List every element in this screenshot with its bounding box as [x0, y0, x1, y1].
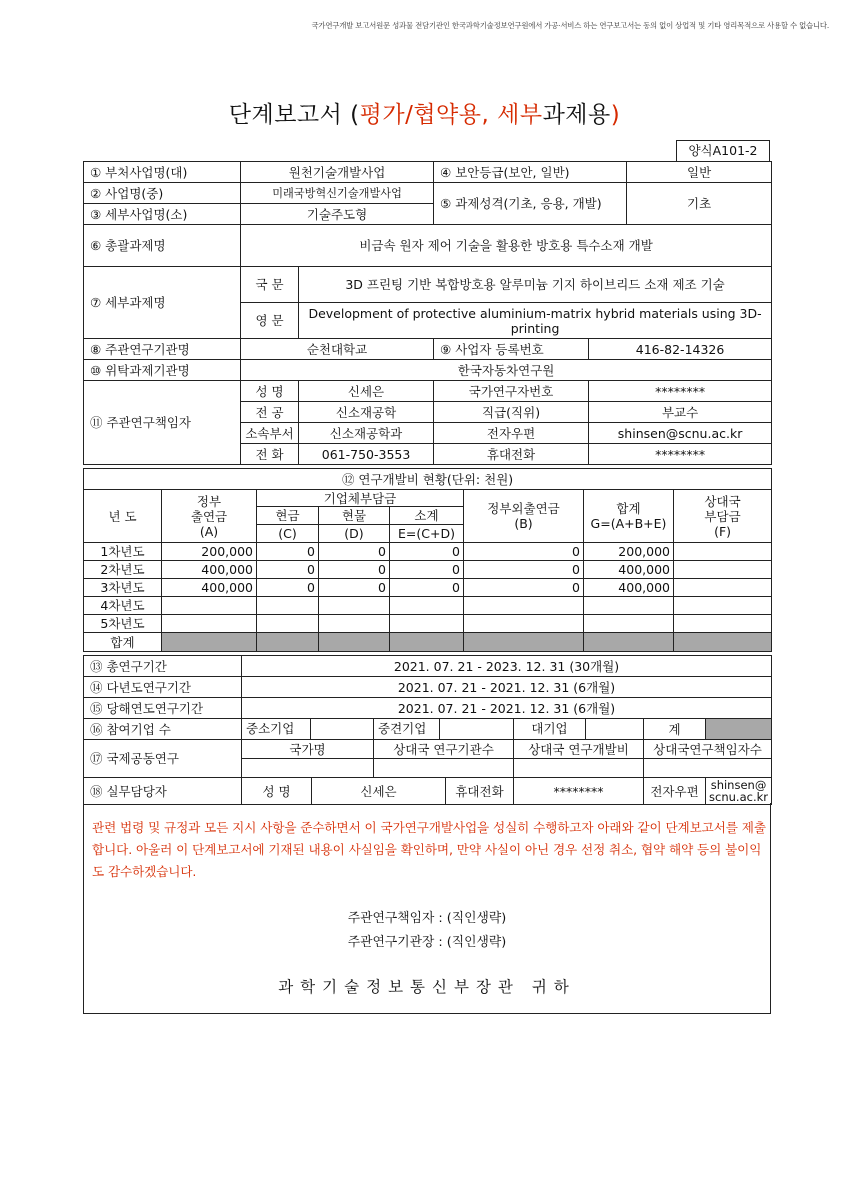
budget-row-inkind: 0: [319, 561, 390, 579]
label-pi-mobile: 휴대전화: [434, 444, 589, 465]
copyright-notice: 국가연구개발 보고서원문 성과물 전담기관인 한국과학기술정보연구원에서 가공·서비스 하는 연구보고서는 동의 없이 상업적 및 기타 영리목적으로 사용할 수 없습니다.: [311, 21, 829, 30]
value-sub-program: 기술주도형: [241, 204, 434, 225]
declaration-box: [83, 803, 771, 1014]
budget-header-year: 년 도: [84, 490, 162, 543]
budget-row-total: [584, 615, 674, 633]
budget-row-subtotal: [390, 615, 464, 633]
label-contact-email: 전자우편: [644, 778, 706, 805]
info-table: [83, 161, 772, 465]
value-contact-mobile: ********: [514, 778, 644, 805]
budget-row-gov: [162, 597, 257, 615]
budget-header-gov: 정부 출연금 (A): [162, 490, 257, 543]
label-pi-major: 전 공: [241, 402, 299, 423]
header-partner-institutions: 상대국 연구기관수: [374, 740, 514, 759]
budget-row-total: 400,000: [584, 579, 674, 597]
budget-sum-cell: [390, 633, 464, 652]
budget-row-nongov: [464, 615, 584, 633]
value-consigned-institution: 한국자동차연구원: [241, 360, 772, 381]
budget-title: ⑫ 연구개발비 현황(단위: 천원): [84, 469, 772, 490]
budget-row-nongov: 0: [464, 579, 584, 597]
label-international-research: ⑰ 국제공동연구: [84, 740, 242, 778]
budget-header-nongov: 정부외출연금 (B): [464, 490, 584, 543]
label-sub-project: ⑦ 세부과제명: [84, 267, 241, 339]
value-program: 미래국방혁신기술개발사업: [241, 183, 434, 204]
header-partner-pi-count: 상대국연구책임자수: [644, 740, 772, 759]
label-overall-project: ⑥ 총괄과제명: [84, 225, 241, 267]
label-contact-mobile: 휴대전화: [446, 778, 514, 805]
label-business-number: ⑨ 사업자 등록번호: [434, 339, 589, 360]
budget-sum-cell: [674, 633, 772, 652]
label-program: ② 사업명(중): [84, 183, 241, 204]
budget-sum-cell: [162, 633, 257, 652]
budget-row-year: 5차년도: [84, 615, 162, 633]
budget-row-cash: 0: [257, 543, 319, 561]
value-current-year-period: 2021. 07. 21 - 2021. 12. 31 (6개월): [242, 698, 772, 719]
label-multi-year-period: ⑭ 다년도연구기간: [84, 677, 242, 698]
value-small-company: [311, 719, 373, 739]
value-contact-name: 신세은: [312, 778, 446, 805]
value-pi-phone: 061-750-3553: [299, 444, 434, 465]
value-lead-institution: 순천대학교: [241, 339, 434, 360]
label-consigned-institution: ⑩ 위탁과제기관명: [84, 360, 241, 381]
label-lead-institution: ⑧ 주관연구기관명: [84, 339, 241, 360]
label-contact-name: 성 명: [242, 778, 312, 805]
value-pi-mobile: ********: [589, 444, 772, 465]
budget-row-year: 1차년도: [84, 543, 162, 561]
value-english-title: Development of protective aluminium-matrix hybrid materials using 3D-printing: [299, 303, 772, 339]
value-partner-institutions: [374, 759, 514, 778]
budget-row-nongov: [464, 597, 584, 615]
value-large-company: [586, 719, 643, 739]
period-table: [83, 655, 772, 805]
title-suffix: ): [610, 102, 621, 128]
value-pi-department: 신소재공학과: [299, 423, 434, 444]
value-pi-rank: 부교수: [589, 402, 772, 423]
budget-row-inkind: [319, 597, 390, 615]
budget-row-cash: 0: [257, 561, 319, 579]
budget-row-cash: [257, 615, 319, 633]
value-partner-budget: [514, 759, 644, 778]
budget-sum-cell: [464, 633, 584, 652]
value-overall-project: 비금속 원자 제어 기술을 활용한 방호용 특수소재 개발: [241, 225, 772, 267]
value-korean-title: 3D 프린팅 기반 복합방호용 알루미늄 기지 하이브리드 소재 제조 기술: [299, 267, 772, 303]
value-multi-year-period: 2021. 07. 21 - 2021. 12. 31 (6개월): [242, 677, 772, 698]
label-pi-department: 소속부서: [241, 423, 299, 444]
declaration-text: 관련 법령 및 규정과 모든 지시 사항을 준수하면서 이 국가연구개발사업을 성실히 수행하고자 아래와 같이 단계보고서를 제출합니다. 아울러 이 단계보고서에 기재된 내용이 사실임을 확인하며, 만약 사실이 아닌 경우 선정 취소, 협약 해약 등의 불이익도 감수하겠습니다.: [92, 820, 766, 879]
budget-row-partner: [674, 543, 772, 561]
budget-row-gov: [162, 615, 257, 633]
label-contact-person: ⑱ 실무담당자: [84, 778, 242, 805]
budget-row-partner: [674, 615, 772, 633]
value-security-level: 일반: [627, 162, 772, 183]
title-middle: 과제용: [542, 102, 611, 128]
participants-large-wrap: [514, 719, 644, 740]
header-partner-budget: 상대국 연구개발비: [514, 740, 644, 759]
budget-row-inkind: 0: [319, 579, 390, 597]
value-total-period: 2021. 07. 21 - 2023. 12. 31 (30개월): [242, 656, 772, 677]
budget-header-corp: 기업체부담금: [257, 490, 464, 507]
label-current-year-period: ⑮ 당해연도연구기간: [84, 698, 242, 719]
budget-row-inkind: [319, 615, 390, 633]
budget-row-subtotal: 0: [390, 561, 464, 579]
budget-row-year: 3차년도: [84, 579, 162, 597]
budget-table: [83, 468, 772, 652]
budget-header-total: 합계 G=(A+B+E): [584, 490, 674, 543]
budget-header-subtotal-code: E=(C+D): [390, 525, 464, 543]
value-medium-company: [440, 719, 513, 739]
page-title: [0, 96, 849, 129]
budget-header-cash: 현금: [257, 507, 319, 525]
budget-sum-cell: [257, 633, 319, 652]
value-ministry-program: 원천기술개발사업: [241, 162, 434, 183]
signature-institution-head: 주관연구기관장 : (직인생략): [347, 935, 507, 950]
addressee: 과학기술정보통신부장관 귀하: [278, 978, 576, 996]
label-medium-company: 중견기업: [374, 719, 440, 739]
budget-row-gov: 400,000: [162, 579, 257, 597]
budget-row-nongov: 0: [464, 543, 584, 561]
value-company-total: [706, 719, 772, 740]
label-pi-phone: 전 화: [241, 444, 299, 465]
title-prefix: 단계보고서 (: [228, 102, 360, 128]
label-participating-companies: ⑯ 참여기업 수: [84, 719, 242, 740]
title-highlight: 평가/협약용, 세부: [359, 102, 543, 128]
budget-row-total: 200,000: [584, 543, 674, 561]
budget-header-inkind: 현물: [319, 507, 390, 525]
value-project-type: 기초: [627, 183, 772, 225]
form-code: 양식A101-2: [676, 140, 770, 162]
label-korean-title: 국 문: [241, 267, 299, 303]
label-principal-investigator: ⑪ 주관연구책임자: [84, 381, 241, 465]
budget-header-inkind-code: (D): [319, 525, 390, 543]
label-pi-registry-number: 국가연구자번호: [434, 381, 589, 402]
budget-row-total: [584, 597, 674, 615]
budget-row-cash: [257, 597, 319, 615]
label-small-company: 중소기업: [242, 719, 311, 739]
budget-row-subtotal: 0: [390, 543, 464, 561]
budget-sum-label: 합계: [84, 633, 162, 652]
value-country: [242, 759, 374, 778]
value-pi-email: shinsen@scnu.ac.kr: [589, 423, 772, 444]
value-pi-name: 신세은: [299, 381, 434, 402]
budget-sum-cell: [584, 633, 674, 652]
budget-row-year: 4차년도: [84, 597, 162, 615]
value-partner-pi-count: [644, 759, 772, 778]
label-security-level: ④ 보안등급(보안, 일반): [434, 162, 627, 183]
label-pi-email: 전자우편: [434, 423, 589, 444]
budget-row-subtotal: 0: [390, 579, 464, 597]
budget-row-partner: [674, 561, 772, 579]
budget-row-cash: 0: [257, 579, 319, 597]
budget-sum-cell: [319, 633, 390, 652]
label-company-total: 계: [644, 719, 706, 740]
budget-row-partner: [674, 597, 772, 615]
budget-header-partner: 상대국 부담금 (F): [674, 490, 772, 543]
budget-header-cash-code: (C): [257, 525, 319, 543]
budget-row-year: 2차년도: [84, 561, 162, 579]
participants-medium-wrap: [374, 719, 514, 740]
label-pi-rank: 직급(직위): [434, 402, 589, 423]
budget-row-inkind: 0: [319, 543, 390, 561]
label-total-period: ⑬ 총연구기간: [84, 656, 242, 677]
label-pi-name: 성 명: [241, 381, 299, 402]
participants-small-wrap: [242, 719, 374, 740]
label-english-title: 영 문: [241, 303, 299, 339]
value-contact-email: shinsen@scnu.ac.kr: [706, 778, 772, 805]
header-country: 국가명: [242, 740, 374, 759]
label-project-type: ⑤ 과제성격(기초, 응용, 개발): [434, 183, 627, 225]
budget-row-gov: 200,000: [162, 543, 257, 561]
value-pi-major: 신소재공학: [299, 402, 434, 423]
budget-row-subtotal: [390, 597, 464, 615]
budget-row-nongov: 0: [464, 561, 584, 579]
value-pi-registry-number: ********: [589, 381, 772, 402]
label-sub-program: ③ 세부사업명(소): [84, 204, 241, 225]
budget-header-subtotal: 소계: [390, 507, 464, 525]
budget-row-gov: 400,000: [162, 561, 257, 579]
label-ministry-program: ① 부처사업명(대): [84, 162, 241, 183]
signature-pi: 주관연구책임자 : (직인생략): [347, 911, 507, 926]
value-business-number: 416-82-14326: [589, 339, 772, 360]
budget-row-partner: [674, 579, 772, 597]
label-large-company: 대기업: [514, 719, 586, 739]
budget-row-total: 400,000: [584, 561, 674, 579]
